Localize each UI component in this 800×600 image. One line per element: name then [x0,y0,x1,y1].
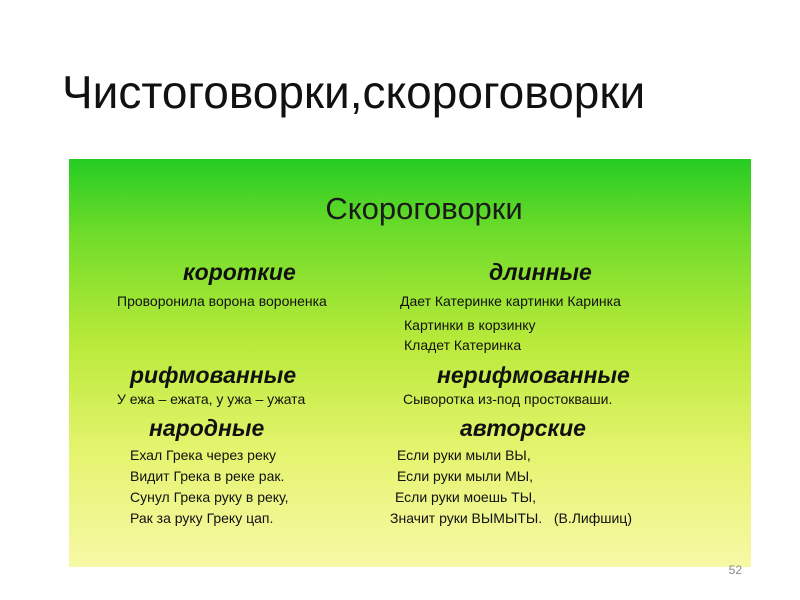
short-example-line: Проворонила ворона вороненка [117,293,327,309]
long-example-line: Дает Катеринке картинки Каринка [400,293,621,309]
slide-title: Чистоговорки,скороговорки [62,66,646,118]
panel-heading: Скороговорки [325,191,523,226]
rhymed-example-line: У ежа – ежата, у ужа – ужата [117,391,306,407]
long-example-line: Картинки в корзинку [404,317,536,333]
folk-example-line: Видит Грека в реке рак. [130,468,285,484]
authored-example-line: Если руки мыли МЫ, [397,468,534,484]
category-long: длинные [489,259,592,285]
page-number: 52 [728,563,742,577]
folk-example-line: Сунул Грека руку в реку, [130,489,289,505]
category-authored: авторские [460,415,586,441]
category-unrhymed: нерифмованные [437,362,630,388]
category-rhymed: рифмованные [130,362,297,388]
category-folk: народные [149,415,265,441]
long-example-line: Кладет Катеринка [404,337,522,353]
authored-example-line: Значит руки ВЫМЫТЫ. (В.Лифшиц) [390,510,632,526]
folk-example-line: Рак за руку Греку цап. [130,510,274,526]
unrhymed-example-line: Сыворотка из-под простокваши. [403,391,613,407]
authored-example-line: Если руки моешь ТЫ, [395,489,536,505]
authored-example-line: Если руки мыли ВЫ, [397,447,531,463]
category-short: короткие [183,259,296,285]
tongue-twisters-panel [69,159,751,567]
folk-example-line: Ехал Грека через реку [130,447,277,463]
